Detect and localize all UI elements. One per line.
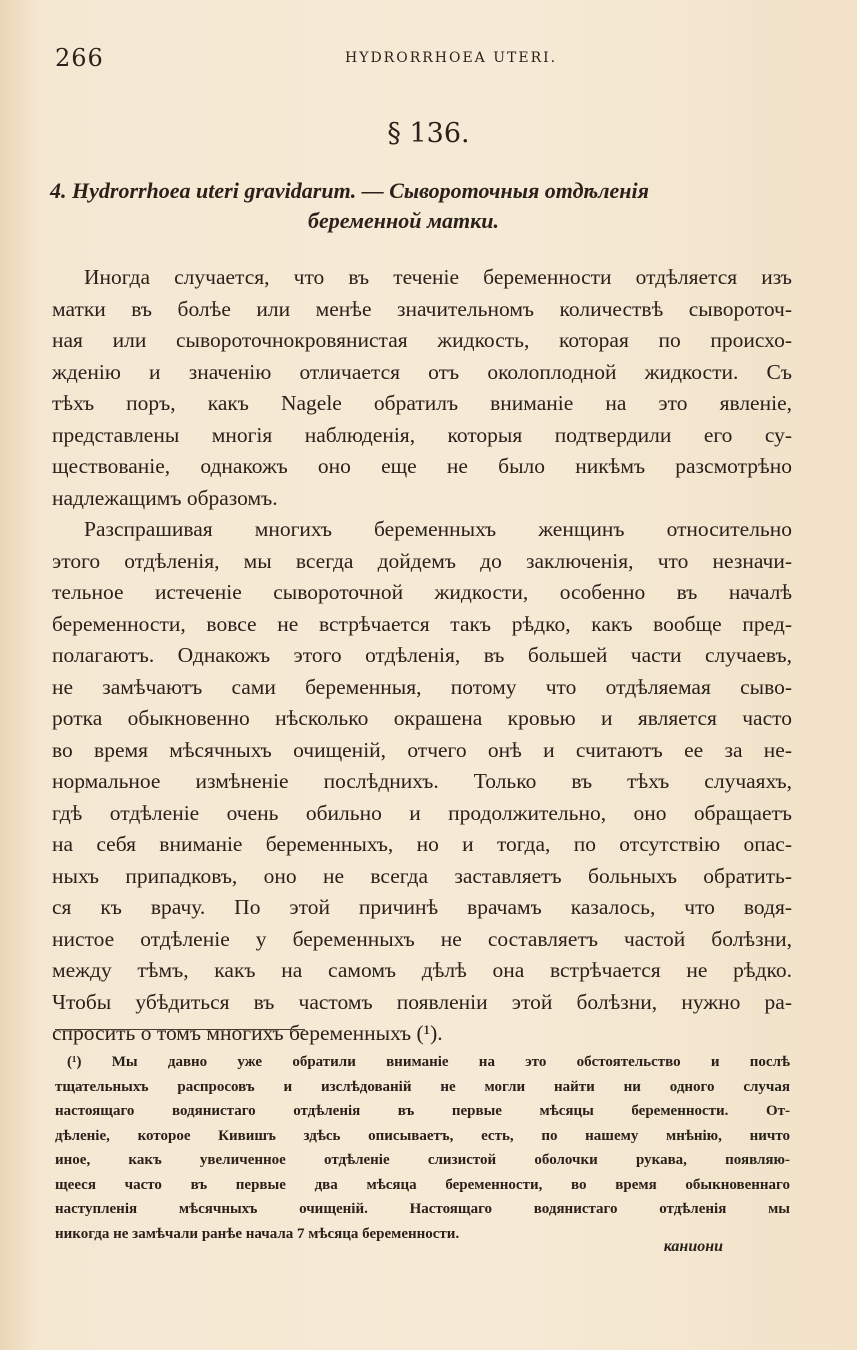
text-line: тельное истеченіе сывороточной жидкости, особенно въ началѣ xyxy=(52,580,792,604)
text-line: ся къ врачу. По этой причинѣ врачамъ казалось, что водя- xyxy=(52,895,792,919)
page-header xyxy=(55,44,797,74)
footnote-line: иное, какъ увеличенное отдѣленіе слизистой оболочки рукава, появляю- xyxy=(55,1152,790,1168)
footnote xyxy=(55,1050,790,1246)
paragraph-1 xyxy=(52,262,792,514)
text-line: во время мѣсячныхъ очищеній, отчего онѣ и считаютъ ее за не- xyxy=(52,737,792,762)
text-line: Разспрашивая многихъ беременныхъ женщинъ относительно xyxy=(84,517,792,541)
text-line: не замѣчаютъ сами беременныя, потому что отдѣляемая сыво- xyxy=(52,674,792,699)
text-line: матки въ болѣе или менѣе значительномъ количествѣ сывороточ- xyxy=(52,296,792,321)
text-line: спросить о томъ многихъ беременныхъ (¹). xyxy=(52,1021,443,1045)
text-line: тѣхъ поръ, какъ Nagele обратилъ вниманіе на это явленіе, xyxy=(52,391,792,415)
text-line: полагаютъ. Однакожъ этого отдѣленія, въ большей части случаевъ, xyxy=(52,643,792,667)
footnote-line: щееся часто въ первые два мѣсяца беременности, во время обыкновеннаго xyxy=(55,1176,790,1193)
section-number: § 136. xyxy=(387,118,470,149)
heading-line-2: беременной матки. xyxy=(308,208,500,233)
body-text xyxy=(52,262,792,1050)
footnote-rule xyxy=(55,1029,305,1030)
text-line: гдѣ отдѣленіе очень обильно и продолжительно, оно обращаетъ xyxy=(52,800,792,825)
text-line: беременности, вовсе не встрѣчается такъ рѣдко, какъ вообще пред- xyxy=(52,611,792,636)
text-line: ная или сывороточнокровянистая жидкость, которая по происхо- xyxy=(52,328,792,352)
footnote-signature: каниони xyxy=(663,1238,723,1255)
footnote-line: дѣленіе, которое Кивишъ здѣсь описываетъ, есть, по нашему мнѣнію, ничто xyxy=(55,1127,790,1144)
text-line: жденію и значенію отличается отъ околоплодной жидкости. Съ xyxy=(52,359,792,384)
text-line: между тѣмъ, какъ на самомъ дѣлѣ она встрѣчается не рѣдко. xyxy=(52,958,792,982)
text-line: ротка обыкновенно нѣсколько окрашена кровью и является часто xyxy=(52,706,792,730)
text-line: нормальное измѣненіе послѣднихъ. Только въ тѣхъ случаяхъ, xyxy=(52,769,792,793)
text-line: Иногда случается, что въ теченіе беременности отдѣляется изъ xyxy=(84,265,792,289)
text-line: на себя вниманіе беременныхъ, но и тогда, по отсутствію опас- xyxy=(52,832,792,856)
running-head: HYDRORRHOEA UTERI. xyxy=(345,50,558,66)
text-line: Чтобы убѣдиться въ частомъ появленіи этой болѣзни, нужно ра- xyxy=(52,989,792,1014)
section-heading xyxy=(50,176,790,236)
text-line: этого отдѣленія, мы всегда дойдемъ до заключенія, что незначи- xyxy=(52,548,792,573)
footnote-line: настоящаго водянистаго отдѣленія въ первые мѣсяцы беременности. От- xyxy=(55,1103,790,1119)
text-line: представлены многія наблюденія, которыя подтвердили его су- xyxy=(52,422,792,447)
text-line: надлежащимъ образомъ. xyxy=(52,485,278,510)
footnote-line: никогда не замѣчали ранѣе начала 7 мѣсяца беременности. xyxy=(55,1225,460,1242)
text-line: нистое отдѣленіе у беременныхъ не составляетъ частой болѣзни, xyxy=(52,926,792,951)
heading-line-1: 4. Hydrorrhoea uteri gravidarum. — Сывороточныя отдѣленія xyxy=(50,178,649,203)
footnote-line: (¹) Мы давно уже обратили вниманіе на это обстоятельство и послѣ xyxy=(67,1054,790,1070)
text-line: ществованіе, однакожъ оно еще не было никѣмъ разсмотрѣно xyxy=(52,454,792,478)
page-number: 266 xyxy=(55,44,104,72)
footnote-line: наступленія мѣсячныхъ очищеній. Настоящаго водянистаго отдѣленія мы xyxy=(55,1201,790,1217)
paragraph-2 xyxy=(52,514,792,1050)
footnote-line: тщательныхъ распросовъ и изслѣдованій не могли найти ни одного случая xyxy=(55,1078,790,1095)
text-line: ныхъ припадковъ, оно не всегда заставляетъ больныхъ обратить- xyxy=(52,863,792,888)
